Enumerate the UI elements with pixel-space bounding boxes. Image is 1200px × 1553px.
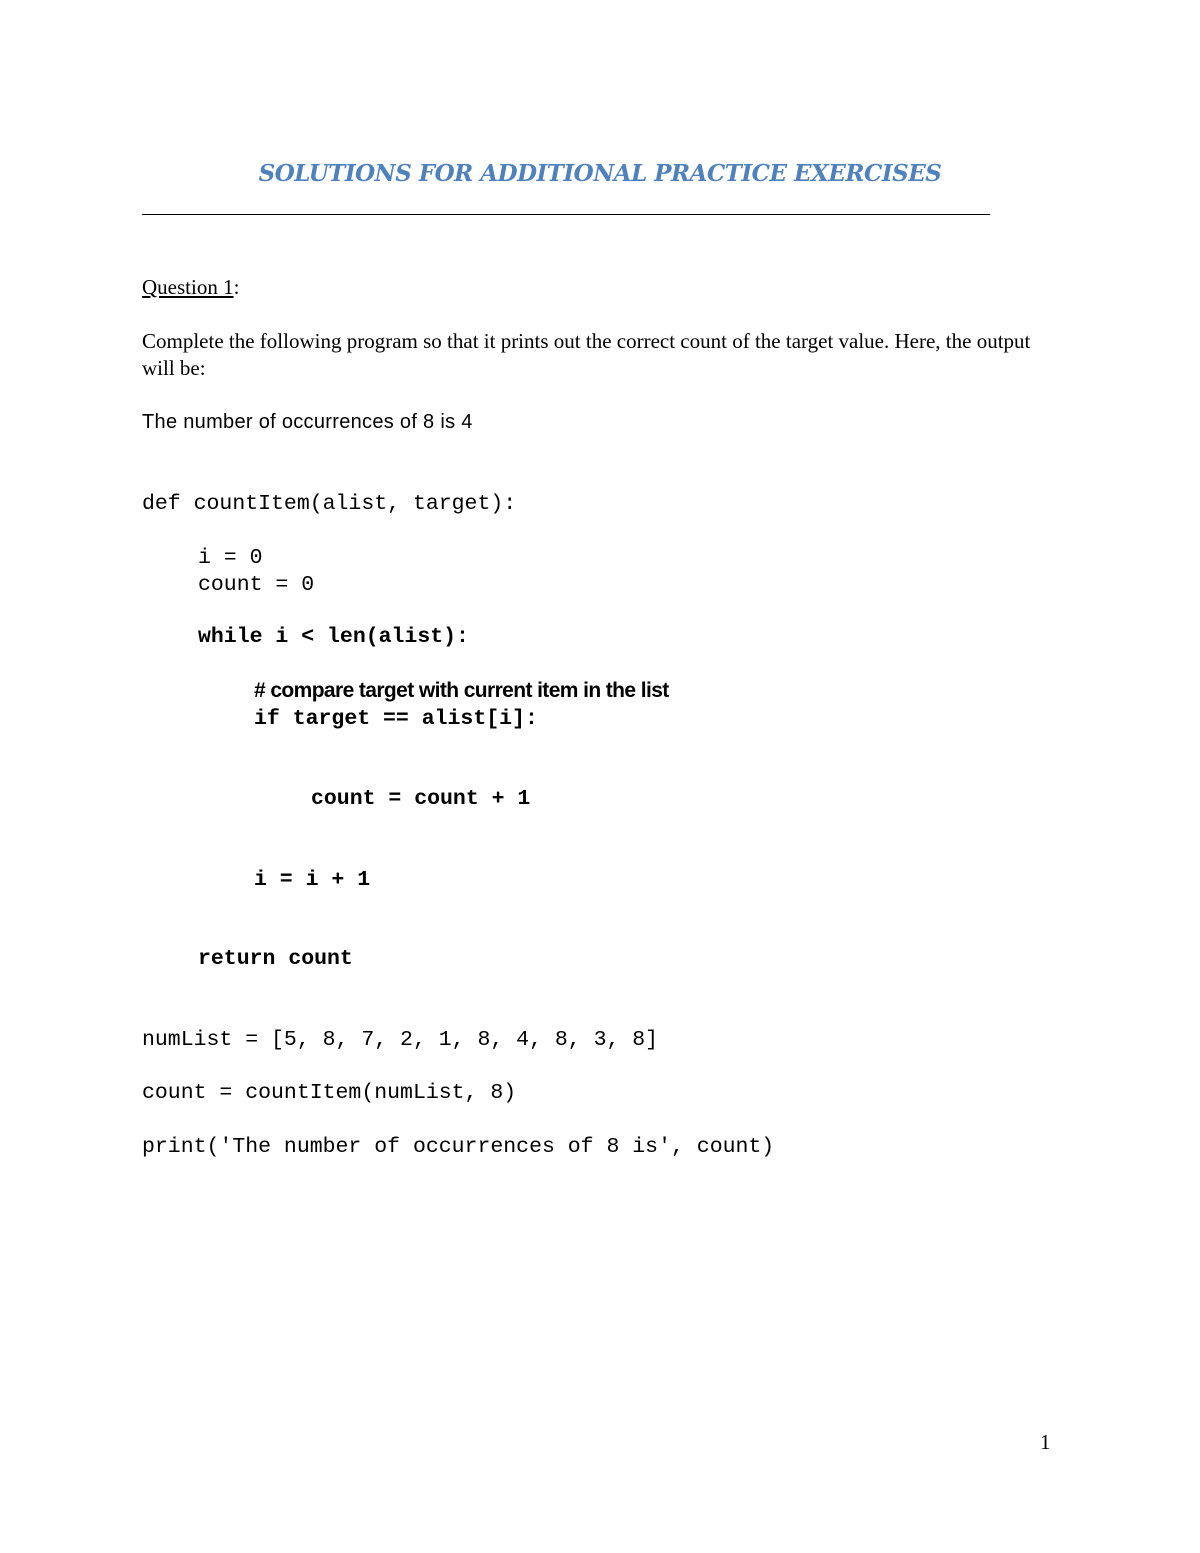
code-while-line: while i < len(alist): — [198, 625, 469, 649]
code-increment-count: count = count + 1 — [311, 787, 531, 811]
page-title: SOLUTIONS FOR ADDITIONAL PRACTICE EXERCISES — [258, 160, 942, 187]
code-return-line: return count — [198, 947, 353, 971]
title-divider — [142, 214, 990, 215]
question-heading — [142, 274, 239, 301]
question-colon: : — [233, 275, 240, 299]
code-def-line: def countItem(alist, target): — [142, 492, 517, 516]
code-call-line: count = countItem(numList, 8) — [142, 1081, 517, 1105]
code-list-line: numList = [5, 8, 7, 2, 1, 8, 4, 8, 3, 8] — [142, 1028, 659, 1052]
expected-output: The number of occurrences of 8 is 4 — [142, 411, 473, 433]
code-init-count: count = 0 — [198, 573, 315, 597]
code-increment-i: i = i + 1 — [254, 868, 371, 892]
page-number: 1 — [1040, 1430, 1051, 1454]
code-print-line: print('The number of occurrences of 8 is', count) — [142, 1135, 775, 1159]
code-if-line: if target == alist[i]: — [254, 707, 538, 731]
question-label: Question 1 — [142, 275, 234, 299]
code-init-i: i = 0 — [198, 546, 263, 570]
code-comment: # compare target with current item in the list — [254, 679, 669, 702]
question-instructions: Complete the following program so that it prints out the correct count of the target value. Here, the output will be: — [142, 329, 1031, 380]
